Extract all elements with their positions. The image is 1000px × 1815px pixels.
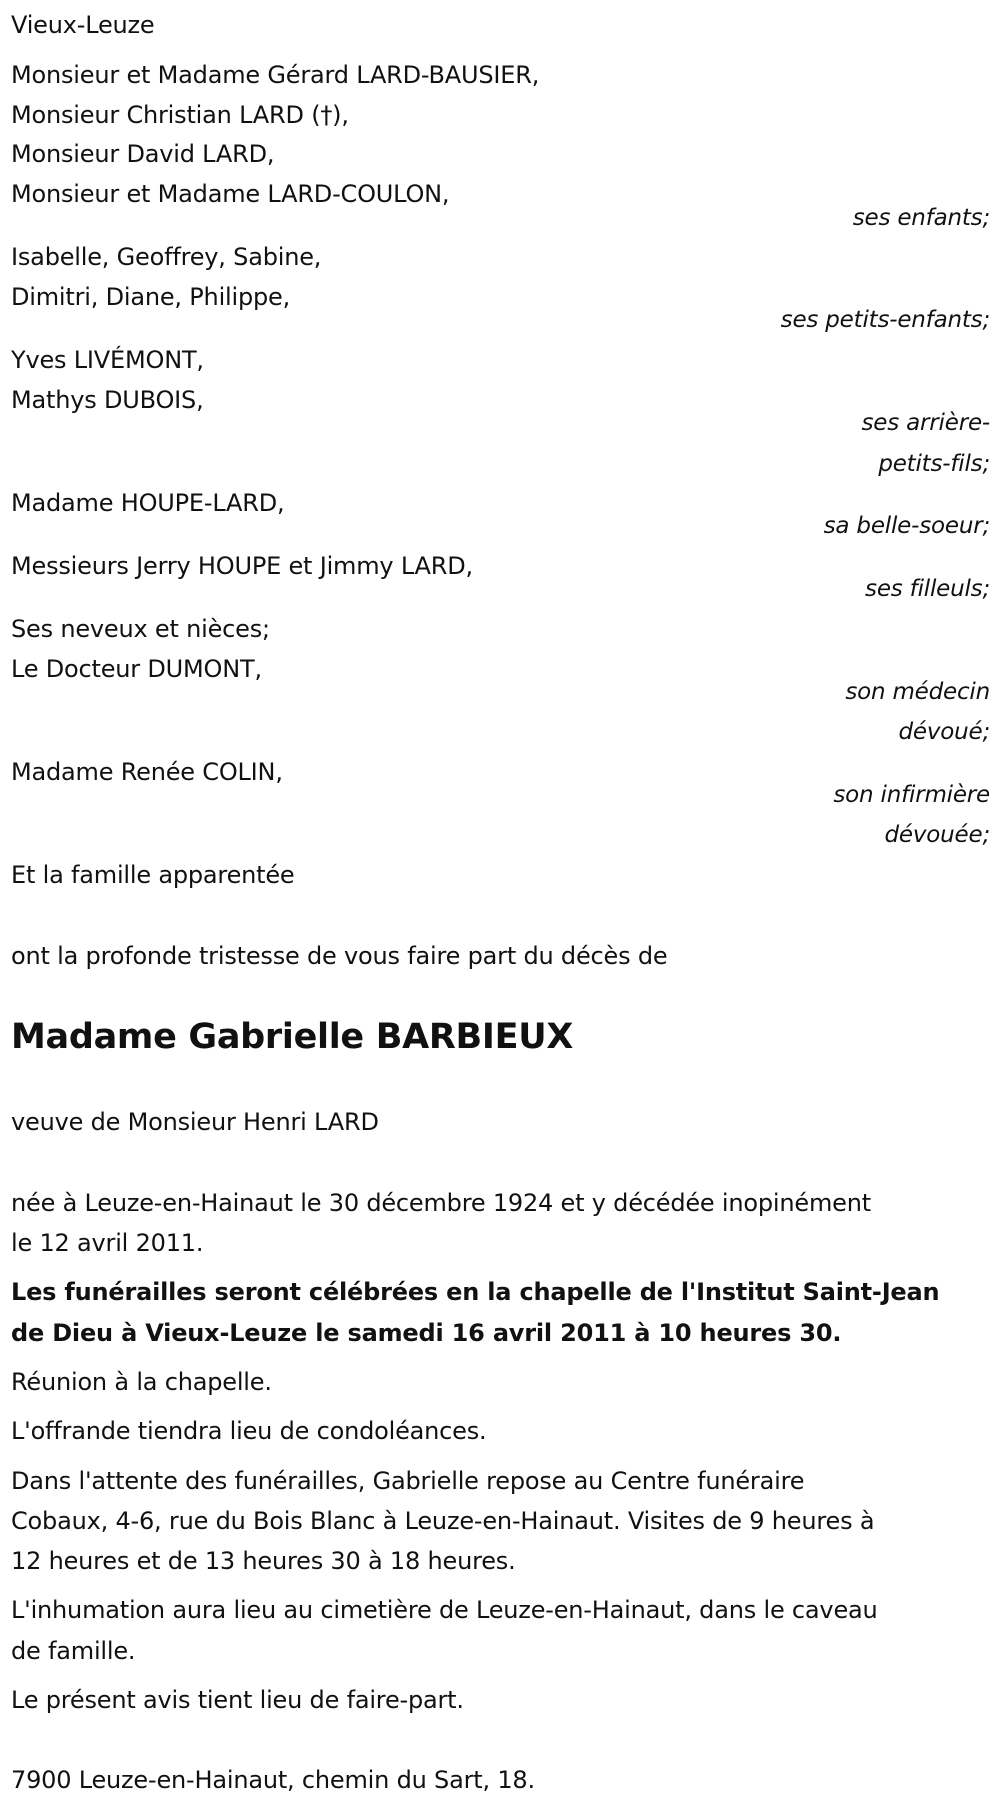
meeting-line: Réunion à la chapelle. — [11, 1368, 272, 1396]
ceremony-line: de Dieu à Vieux-Leuze le samedi 16 avril 2011 à 10 heures 30. — [11, 1319, 842, 1347]
address-line: 7900 Leuze-en-Hainaut, chemin du Sart, 18. — [11, 1766, 535, 1794]
sister-in-law-role: sa belle-soeur; — [823, 513, 990, 539]
great-grandchildren-role: petits-fils; — [878, 451, 990, 477]
sister-in-law-line: Madame HOUPE-LARD, — [11, 489, 285, 517]
widow-of: veuve de Monsieur Henri LARD — [11, 1108, 379, 1136]
grandchild-line: Isabelle, Geoffrey, Sabine, — [11, 243, 322, 271]
viewing-line: Cobaux, 4-6, rue du Bois Blanc à Leuze-en-Hainaut. Visites de 9 heures à — [11, 1507, 875, 1535]
burial-line: L'inhumation aura lieu au cimetière de Leuze-en-Hainaut, dans le caveau — [11, 1596, 878, 1624]
relatives-line: Et la famille apparentée — [11, 861, 295, 889]
ceremony-line: Les funérailles seront célébrées en la chapelle de l'Institut Saint-Jean — [11, 1278, 940, 1306]
nurse-role: dévouée; — [884, 822, 990, 848]
grandchild-line: Dimitri, Diane, Philippe, — [11, 283, 291, 311]
place-header: Vieux-Leuze — [11, 11, 155, 39]
godsons-line: Messieurs Jerry HOUPE et Jimmy LARD, — [11, 552, 473, 580]
viewing-line: Dans l'attente des funérailles, Gabrielle repose au Centre funéraire — [11, 1467, 805, 1495]
great-grandchildren-role: ses arrière- — [861, 410, 990, 436]
viewing-line: 12 heures et de 13 heures 30 à 18 heures. — [11, 1547, 516, 1575]
notice-line: Le présent avis tient lieu de faire-part. — [11, 1686, 464, 1714]
grandchildren-role: ses petits-enfants; — [780, 307, 990, 333]
nephews-line: Ses neveux et nièces; — [11, 615, 270, 643]
doctor-line: Le Docteur DUMONT, — [11, 655, 262, 683]
godsons-role: ses filleuls; — [865, 576, 990, 602]
child-line: Monsieur Christian LARD (†), — [11, 101, 349, 129]
doctor-role: dévoué; — [898, 719, 990, 745]
burial-line: de famille. — [11, 1637, 136, 1665]
deceased-name: Madame Gabrielle BARBIEUX — [11, 1017, 574, 1057]
children-role: ses enfants; — [852, 205, 990, 231]
great-grandchild-line: Mathys DUBOIS, — [11, 386, 204, 414]
announcement: ont la profonde tristesse de vous faire part du décès de — [11, 942, 668, 970]
birth-death-line: née à Leuze-en-Hainaut le 30 décembre 1924 et y décédée inopinément — [11, 1189, 871, 1217]
child-line: Monsieur David LARD, — [11, 140, 275, 168]
offering-line: L'offrande tiendra lieu de condoléances. — [11, 1417, 487, 1445]
child-line: Monsieur et Madame Gérard LARD-BAUSIER, — [11, 61, 540, 89]
nurse-role: son infirmière — [833, 782, 990, 808]
child-line: Monsieur et Madame LARD-COULON, — [11, 180, 450, 208]
nurse-line: Madame Renée COLIN, — [11, 758, 283, 786]
birth-death-line: le 12 avril 2011. — [11, 1229, 204, 1257]
doctor-role: son médecin — [845, 679, 990, 705]
great-grandchild-line: Yves LIVÉMONT, — [11, 346, 204, 374]
